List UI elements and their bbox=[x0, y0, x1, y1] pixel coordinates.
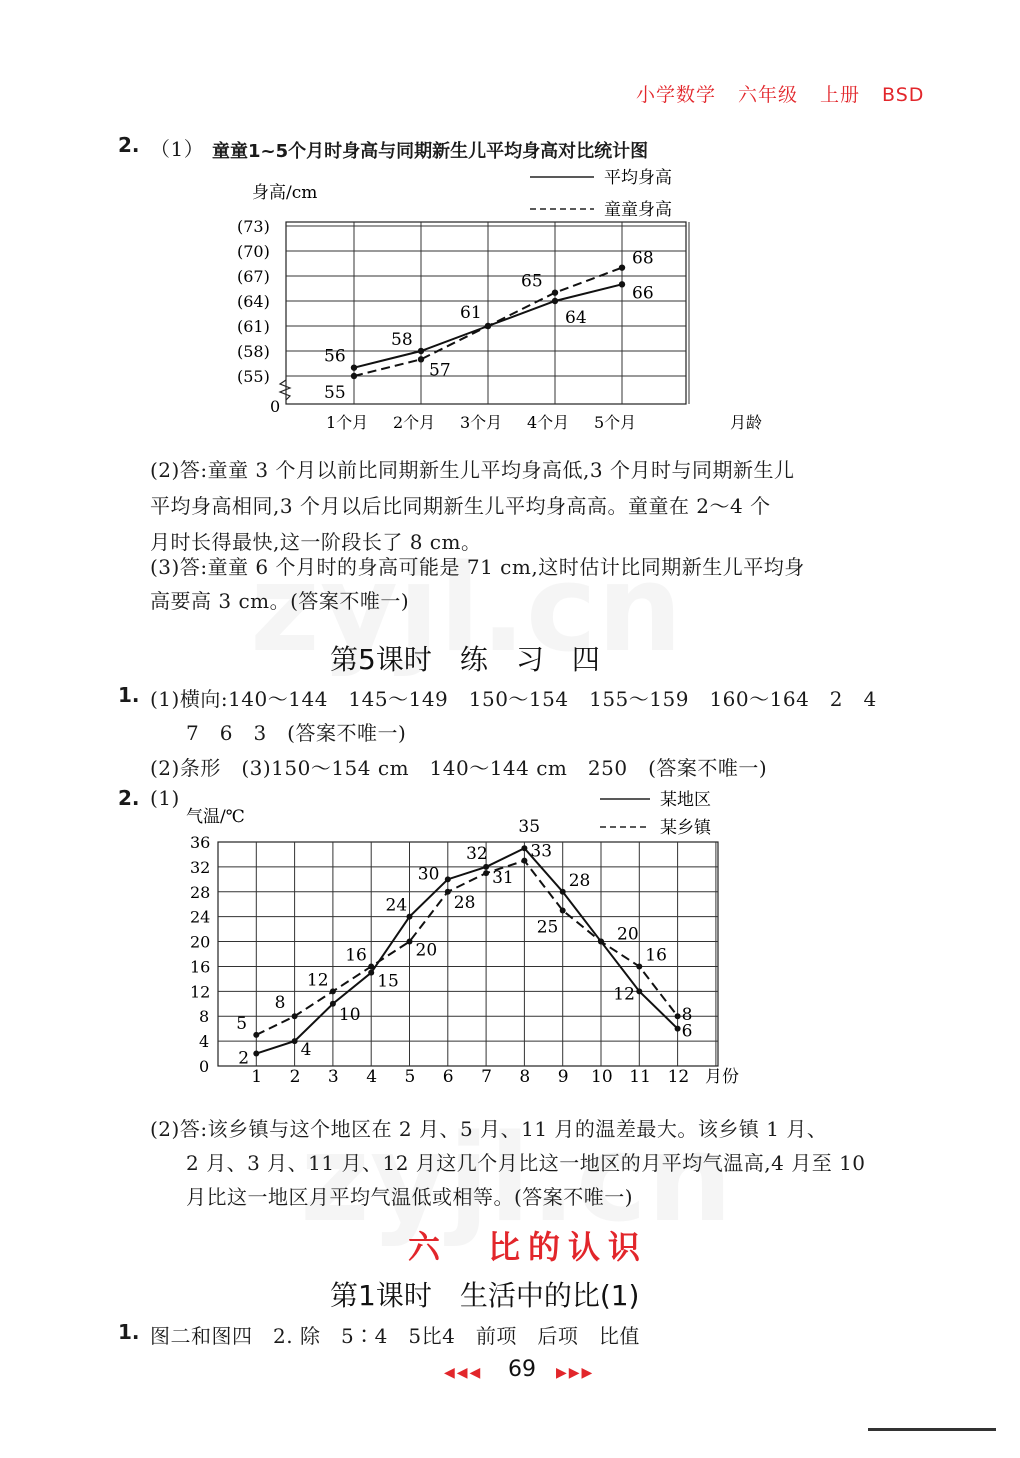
exercise-line: 图二和图四 2. 除 5∶4 5比4 前项 后项 比值 bbox=[150, 1324, 640, 1348]
y-tick-label: 8 bbox=[199, 1007, 210, 1027]
y-tick-label: 32 bbox=[190, 857, 211, 877]
y-tick-label: 20 bbox=[190, 932, 211, 952]
y-tick-label: 4 bbox=[199, 1032, 210, 1052]
data-point bbox=[483, 864, 489, 870]
y-tick-label: (70) bbox=[237, 242, 270, 261]
data-label: 55 bbox=[324, 383, 346, 403]
x-tick-label: 1 bbox=[251, 1067, 263, 1087]
data-label: 58 bbox=[391, 330, 413, 350]
data-label: 66 bbox=[632, 283, 654, 304]
data-point bbox=[560, 889, 566, 895]
data-label: 24 bbox=[385, 895, 408, 916]
footer-rule bbox=[868, 1428, 996, 1431]
data-label: 8 bbox=[681, 1005, 693, 1026]
x-tick-label: 4个月 bbox=[527, 413, 570, 432]
lesson-title: 第5课时 练 习 四 bbox=[330, 643, 600, 676]
question-number: 2. bbox=[118, 786, 140, 810]
data-label: 35 bbox=[518, 817, 541, 838]
y-tick-label: 36 bbox=[190, 833, 211, 852]
answer-line: (2)答:童童 3 个月以前比同期新生儿平均身高低,3 个月时与同期新生儿 bbox=[150, 458, 795, 482]
data-label: 68 bbox=[632, 248, 654, 269]
data-point bbox=[445, 876, 451, 882]
header-edition: BSD bbox=[882, 84, 925, 106]
x-tick-label: 3 bbox=[327, 1067, 339, 1087]
data-point bbox=[636, 988, 642, 994]
x-tick-label: 9 bbox=[557, 1067, 569, 1087]
data-point bbox=[292, 1038, 298, 1044]
answer-line: (3)答:童童 6 个月时的身高可能是 71 cm,这时估计比同期新生儿平均身 bbox=[150, 555, 805, 579]
question-number: 2. bbox=[118, 133, 140, 157]
data-point bbox=[521, 845, 527, 851]
data-point bbox=[368, 970, 374, 976]
data-label: 33 bbox=[530, 841, 553, 862]
x-tick-label: 1个月 bbox=[326, 413, 369, 432]
data-point bbox=[560, 907, 566, 913]
x-axis-label: 月龄 bbox=[730, 413, 763, 432]
chart2-ylabel: 气温/℃ bbox=[186, 807, 245, 827]
exercise-line: 7 6 3 (答案不唯一) bbox=[186, 721, 407, 745]
y-tick-label: 24 bbox=[190, 907, 211, 927]
question-number: 1. bbox=[118, 1320, 140, 1344]
x-tick-label: 5 bbox=[404, 1067, 416, 1087]
answer-line: (2)答:该乡镇与这个地区在 2 月、5 月、11 月的温差最大。该乡镇 1 月、 bbox=[150, 1117, 828, 1141]
data-point bbox=[598, 939, 604, 945]
header-volume: 上册 bbox=[820, 84, 861, 106]
legend-label: 童童身高 bbox=[604, 200, 672, 220]
data-label: 20 bbox=[415, 940, 438, 961]
data-label: 28 bbox=[568, 870, 591, 891]
data-label: 12 bbox=[613, 984, 635, 1005]
exercise-line: (2)条形 (3)150～154 cm 140～144 cm 250 (答案不唯一) bbox=[150, 756, 768, 780]
x-axis-label: 月份 bbox=[705, 1067, 739, 1087]
y-tick-label: 16 bbox=[190, 957, 211, 977]
y-tick-label: (67) bbox=[237, 267, 270, 286]
data-point bbox=[521, 858, 527, 864]
y-tick-label: (55) bbox=[237, 367, 270, 386]
origin-label: 0 bbox=[270, 397, 281, 416]
data-label: 16 bbox=[345, 945, 367, 966]
data-point bbox=[483, 870, 489, 876]
legend-label: 某地区 bbox=[660, 790, 711, 810]
chart2-frame bbox=[218, 842, 718, 1066]
data-point bbox=[675, 1026, 681, 1032]
data-label: 15 bbox=[377, 971, 399, 992]
data-point bbox=[253, 1032, 259, 1038]
x-tick-label: 4 bbox=[366, 1067, 378, 1087]
x-tick-label: 5个月 bbox=[594, 413, 637, 432]
data-label: 32 bbox=[466, 843, 488, 864]
data-label: 57 bbox=[429, 360, 451, 381]
data-label: 8 bbox=[274, 993, 286, 1014]
answer-line: 2 月、3 月、11 月、12 月这几个月比这一地区的月平均气温高,4 月至 10 bbox=[186, 1151, 866, 1175]
data-point bbox=[407, 939, 413, 945]
header-subject: 小学数学 bbox=[636, 84, 717, 106]
series-township-line bbox=[256, 861, 677, 1035]
exercise-line: (1)横向:140～144 145～149 150～154 155～159 160～164 2 4 bbox=[150, 687, 877, 711]
data-point bbox=[253, 1051, 259, 1057]
data-label: 31 bbox=[492, 868, 514, 889]
legend-label: 平均身高 bbox=[604, 168, 672, 188]
y-tick-label: 28 bbox=[190, 882, 211, 902]
x-tick-label: 7 bbox=[481, 1067, 492, 1087]
y-tick-label: (58) bbox=[237, 342, 270, 361]
x-tick-label: 11 bbox=[629, 1067, 651, 1087]
data-label: 4 bbox=[300, 1040, 312, 1061]
data-label: 6 bbox=[681, 1021, 693, 1042]
data-label: 20 bbox=[617, 924, 639, 945]
x-tick-label: 10 bbox=[591, 1067, 613, 1087]
question-number: 1. bbox=[118, 683, 140, 707]
answer-line: 月时长得最快,这一阶段长了 8 cm。 bbox=[150, 530, 482, 554]
data-point bbox=[407, 914, 413, 920]
answer-line: 月比这一地区月平均气温低或相等。(答案不唯一) bbox=[186, 1185, 634, 1209]
header-grade: 六年级 bbox=[738, 84, 799, 106]
data-label: 56 bbox=[324, 346, 346, 367]
legend-label: 某乡镇 bbox=[660, 818, 711, 838]
question-part: （1） bbox=[150, 137, 205, 161]
x-tick-label: 8 bbox=[519, 1067, 531, 1087]
unit-title: 六 比的认识 bbox=[408, 1228, 649, 1266]
answer-ex2-block bbox=[150, 1112, 866, 1214]
data-label: 64 bbox=[565, 308, 587, 328]
question-part: (1) bbox=[150, 786, 180, 810]
data-label: 30 bbox=[417, 864, 440, 885]
y-tick-label: (73) bbox=[237, 217, 270, 236]
data-label: 2 bbox=[238, 1048, 250, 1069]
data-point bbox=[330, 1001, 336, 1007]
prev-arrows-icon: ◀◀◀ bbox=[444, 1365, 483, 1381]
answer-line: 高要高 3 cm。(答案不唯一) bbox=[150, 589, 410, 613]
data-label: 25 bbox=[536, 917, 559, 938]
data-label: 61 bbox=[460, 303, 482, 323]
data-label: 16 bbox=[645, 945, 667, 966]
x-tick-label: 2 bbox=[289, 1067, 301, 1087]
data-point bbox=[675, 1013, 681, 1019]
data-point bbox=[636, 963, 642, 969]
x-tick-label: 2个月 bbox=[393, 413, 436, 432]
origin-label: 0 bbox=[199, 1057, 210, 1076]
chart2-series bbox=[253, 845, 680, 1056]
x-tick-label: 3个月 bbox=[460, 413, 503, 432]
data-label: 5 bbox=[236, 1013, 248, 1034]
x-tick-label: 12 bbox=[667, 1067, 690, 1087]
y-tick-label: (61) bbox=[237, 317, 270, 336]
data-label: 10 bbox=[338, 1004, 361, 1025]
data-label: 12 bbox=[306, 970, 329, 991]
y-tick-label: (64) bbox=[237, 292, 270, 311]
chart2-legend bbox=[600, 790, 712, 838]
y-tick-label: 12 bbox=[190, 982, 211, 1002]
data-point bbox=[445, 889, 451, 895]
chart1-ylabel: 身高/cm bbox=[252, 183, 318, 203]
data-label: 28 bbox=[453, 892, 476, 913]
data-point bbox=[368, 963, 374, 969]
data-point bbox=[292, 1013, 298, 1019]
next-arrows-icon: ▶▶▶ bbox=[556, 1365, 595, 1381]
x-tick-label: 6 bbox=[442, 1067, 454, 1087]
chart-title: 童童1~5个月时身高与同期新生儿平均身高对比统计图 bbox=[212, 141, 649, 162]
answer-line: 平均身高相同,3 个月以后比同期新生儿平均身高高。童童在 2～4 个 bbox=[150, 494, 771, 518]
lesson-title: 第1课时 生活中的比(1) bbox=[330, 1279, 640, 1312]
data-point bbox=[330, 988, 336, 994]
chart2-grid bbox=[218, 842, 718, 1066]
page-number: 69 bbox=[508, 1357, 536, 1382]
data-label: 65 bbox=[521, 271, 543, 292]
